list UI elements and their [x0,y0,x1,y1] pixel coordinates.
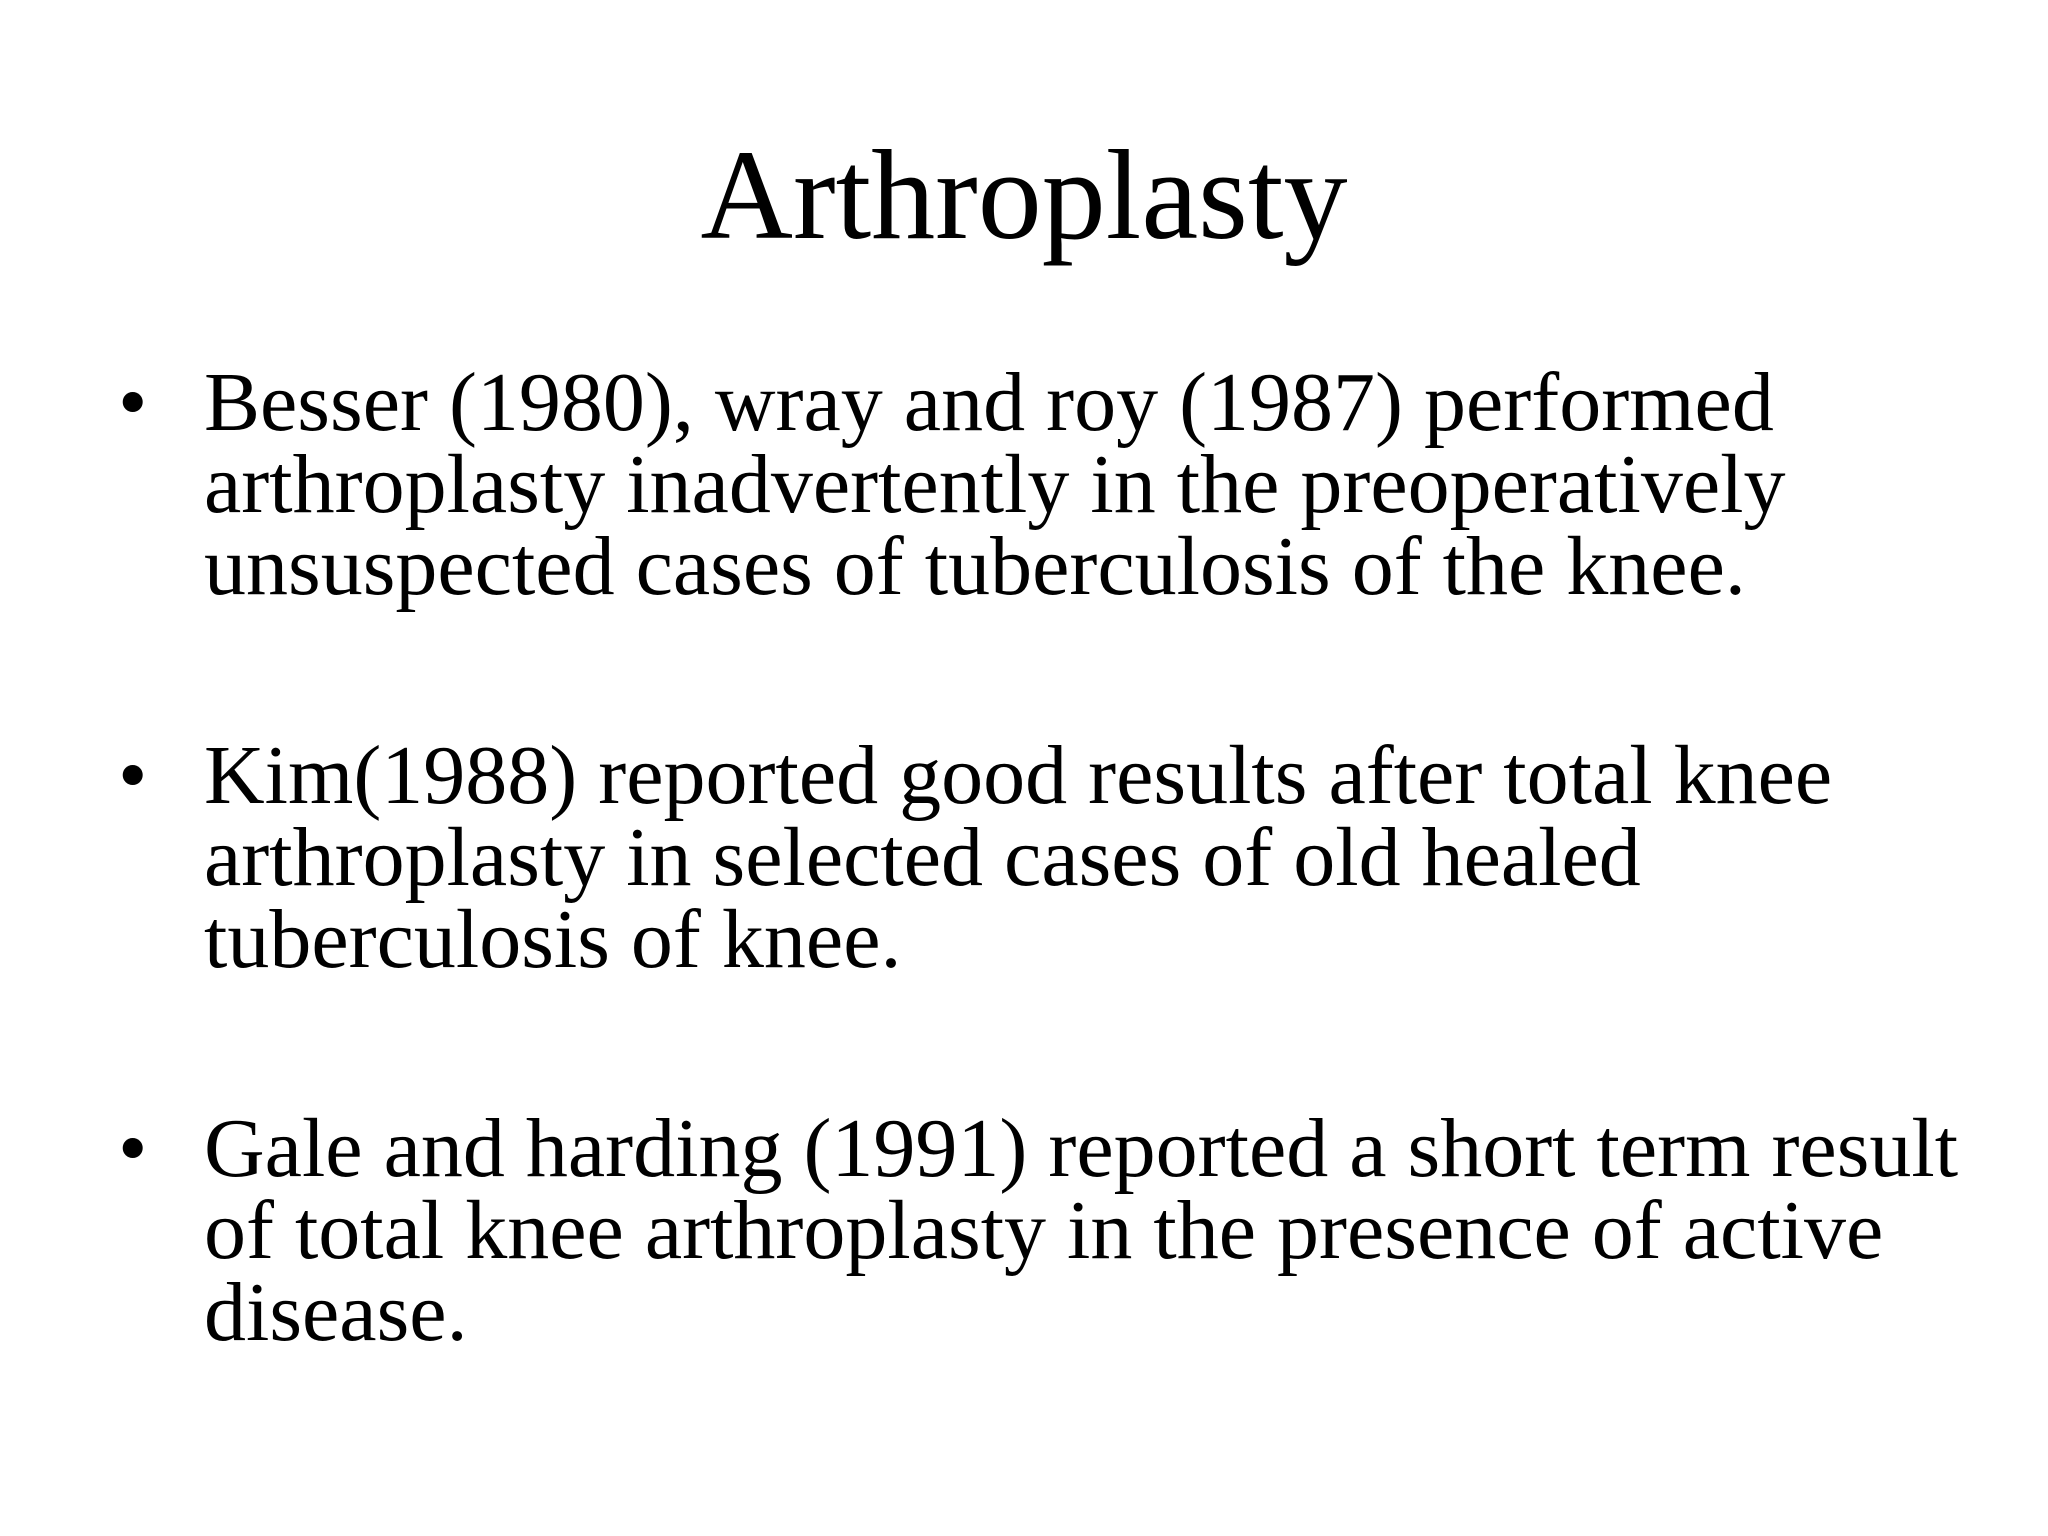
bullet-icon: • [118,356,148,449]
bullet-text: Gale and harding (1991) reported a short term result of total knee arthroplasty in the presence of active disease. [204,1102,1959,1359]
bullet-item-gale [118,1102,1978,1359]
bullet-text: Besser (1980), wray and roy (1987) performed arthroplasty inadvertently in the preoperatively unsuspected cases of tuberculosis of the knee. [204,356,1786,613]
bullet-icon: • [118,1102,148,1195]
bullet-list [118,356,1978,1359]
slide-title: Arthroplasty [700,124,1348,266]
bullet-text: Kim(1988) reported good results after total knee arthroplasty in selected cases of old healed tuberculosis of knee. [204,729,1833,986]
bullet-item-besser [118,356,1978,613]
bullet-icon: • [118,729,148,822]
bullet-item-kim [118,729,1978,986]
